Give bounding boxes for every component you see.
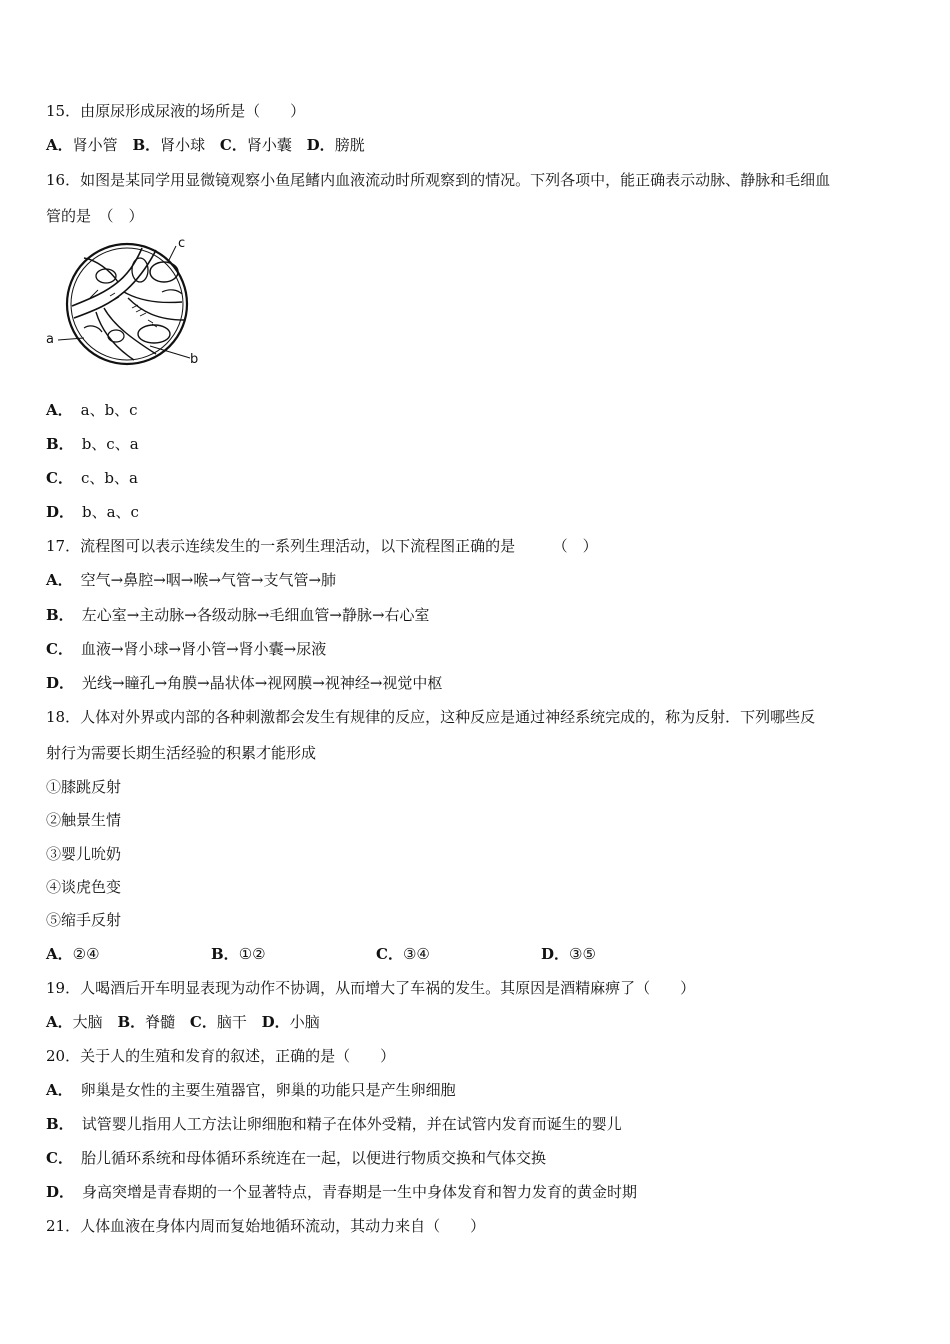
q16-option-c: C． c、b、a bbox=[46, 469, 138, 487]
q17-option-c: C． 血液→肾小球→肾小管→肾小囊→尿液 bbox=[46, 640, 327, 658]
q17-option-b: B． 左心室→主动脉→各级动脉→毛细血管→静脉→右心室 bbox=[46, 606, 430, 624]
q18-stem-line1: 18．人体对外界或内部的各种刺激都会发生有规律的反应，这种反应是通过神经系统完成的，称为反射．下列哪些反 bbox=[46, 708, 816, 726]
q20-option-d: D． 身高突增是青春期的一个显著特点，青春期是一生中身体发育和智力发育的黄金时期 bbox=[46, 1183, 638, 1201]
q17-option-a: A． 空气→鼻腔→咽→喉→气管→支气管→肺 bbox=[46, 571, 337, 589]
q16-stem-line2: 管的是 （ ） bbox=[46, 207, 144, 225]
q19-options bbox=[46, 1012, 320, 1032]
figure-label-c: c bbox=[178, 236, 186, 251]
q19-option-c: C．脑干 bbox=[189, 1013, 247, 1031]
microscope-blood-vessel-figure bbox=[44, 236, 204, 376]
q18-option-d: D．③⑤ bbox=[541, 945, 596, 963]
q15-option-a: A．肾小管 bbox=[46, 136, 118, 154]
q16-stem-line1: 16．如图是某同学用显微镜观察小鱼尾鳍内血液流动时所观察到的情况。下列各项中，能正确表示动脉、静脉和毛细血 bbox=[46, 171, 831, 189]
figure-label-b: b bbox=[190, 352, 199, 367]
q20-option-a: A． 卵巢是女性的主要生殖器官，卵巢的功能只是产生卵细胞 bbox=[46, 1081, 456, 1099]
q18-option-b: B．①② bbox=[211, 945, 266, 963]
microscope-field-illustration bbox=[44, 236, 204, 376]
figure-label-a: a bbox=[46, 332, 54, 347]
q18-options bbox=[46, 944, 706, 964]
q19-option-a: A．大脑 bbox=[46, 1013, 103, 1031]
q18-item-1: ①膝跳反射 bbox=[46, 778, 122, 796]
q18-item-3: ③婴儿吮奶 bbox=[46, 845, 122, 863]
q15-option-d: D．膀胱 bbox=[306, 136, 365, 154]
q16-option-b: B． b、c、a bbox=[46, 435, 139, 453]
q18-option-a: A．②④ bbox=[46, 945, 100, 963]
q18-item-5: ⑤缩手反射 bbox=[46, 911, 122, 929]
q15-options bbox=[46, 135, 365, 155]
q17-stem: 17．流程图可以表示连续发生的一系列生理活动，以下流程图正确的是 （ ） bbox=[46, 537, 598, 555]
q16-option-d: D． b、a、c bbox=[46, 503, 139, 521]
q18-option-c: C．③④ bbox=[376, 945, 430, 963]
q21-stem: 21．人体血液在身体内周而复始地循环流动，其动力来自（ ） bbox=[46, 1217, 486, 1235]
q18-stem-line2: 射行为需要长期生活经验的积累才能形成 bbox=[46, 744, 317, 762]
q15-option-b: B．肾小球 bbox=[132, 136, 206, 154]
q20-stem: 20．关于人的生殖和发育的叙述，正确的是（ ） bbox=[46, 1047, 396, 1065]
q20-option-b: B． 试管婴儿指用人工方法让卵细胞和精子在体外受精，并在试管内发育而诞生的婴儿 bbox=[46, 1115, 622, 1133]
q15-stem: 15．由原尿形成尿液的场所是（ ） bbox=[46, 102, 306, 120]
q17-option-d: D． 光线→瞳孔→角膜→晶状体→视网膜→视神经→视觉中枢 bbox=[46, 674, 443, 692]
q20-option-c: C． 胎儿循环系统和母体循环系统连在一起，以便进行物质交换和气体交换 bbox=[46, 1149, 546, 1167]
q15-option-c: C．肾小囊 bbox=[219, 136, 292, 154]
q18-item-2: ②触景生情 bbox=[46, 811, 122, 829]
q19-stem: 19．人喝酒后开车明显表现为动作不协调，从而增大了车祸的发生。其原因是酒精麻痹了（ ） bbox=[46, 979, 696, 997]
q19-option-d: D．小脑 bbox=[261, 1013, 320, 1031]
q16-option-a: A． a、b、c bbox=[46, 401, 138, 419]
q19-option-b: B．脊髓 bbox=[117, 1013, 176, 1031]
q18-item-4: ④谈虎色变 bbox=[46, 878, 122, 896]
